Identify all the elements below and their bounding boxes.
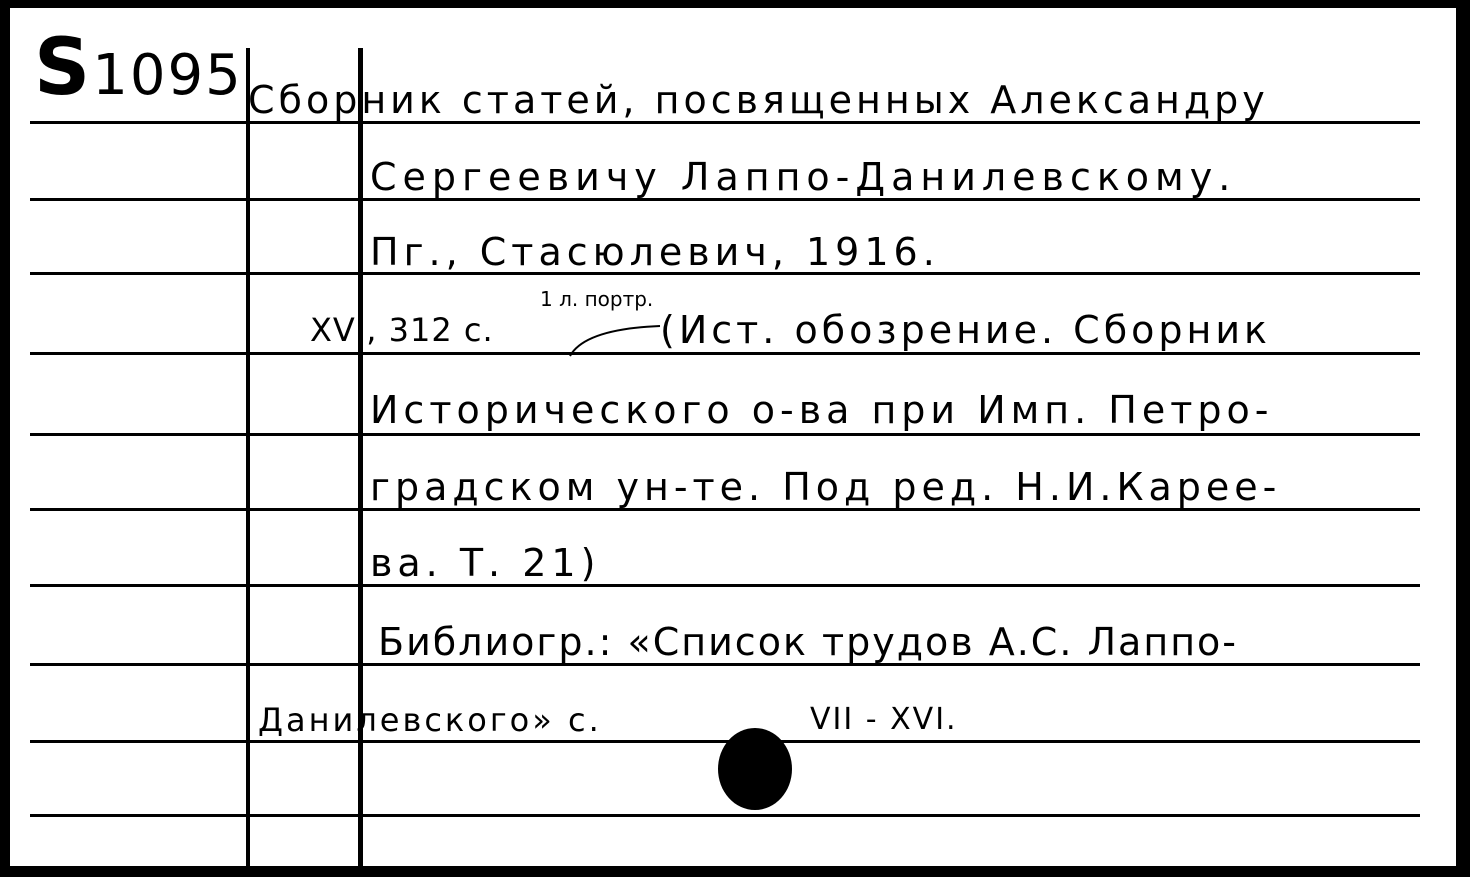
imprint-line: Пг., Стасюлевич, 1916. [370, 230, 940, 274]
ruled-line [30, 352, 1420, 355]
bibliography-pages: VII - XVI. [810, 702, 958, 737]
insertion-mark-icon [540, 308, 680, 368]
series-line-1: (Ист. обозрение. Сборник [660, 308, 1271, 352]
ruled-line [30, 433, 1420, 436]
title-line-2: Сергеевичу Лаппо-Данилевскому. [370, 155, 1237, 199]
bibliography-line-2: Данилевского» с. [258, 701, 602, 739]
plate-annotation: 1 л. портр. [540, 287, 654, 311]
punch-hole [718, 728, 792, 810]
left-margin-rule [246, 48, 250, 866]
ruled-line [30, 584, 1420, 587]
series-line-2: Исторического о-ва при Имп. Петро- [370, 388, 1274, 432]
pagination: XVI, 312 с. [310, 311, 494, 349]
call-number-prefix: S [34, 23, 93, 113]
bibliography-line-1: Библиогр.: «Список трудов А.С. Лаппо- [378, 620, 1238, 664]
right-margin-rule [358, 48, 363, 866]
catalog-card [6, 4, 1460, 870]
ruled-line [30, 814, 1420, 817]
series-line-4: ва. Т. 21) [370, 541, 601, 585]
call-number-digits: 1095 [92, 43, 243, 108]
series-line-3: градском ун-те. Под ред. Н.И.Кареe- [370, 465, 1282, 509]
title-line-1: Сборник статей, посвященных Александру [248, 78, 1269, 122]
call-number [34, 23, 243, 113]
